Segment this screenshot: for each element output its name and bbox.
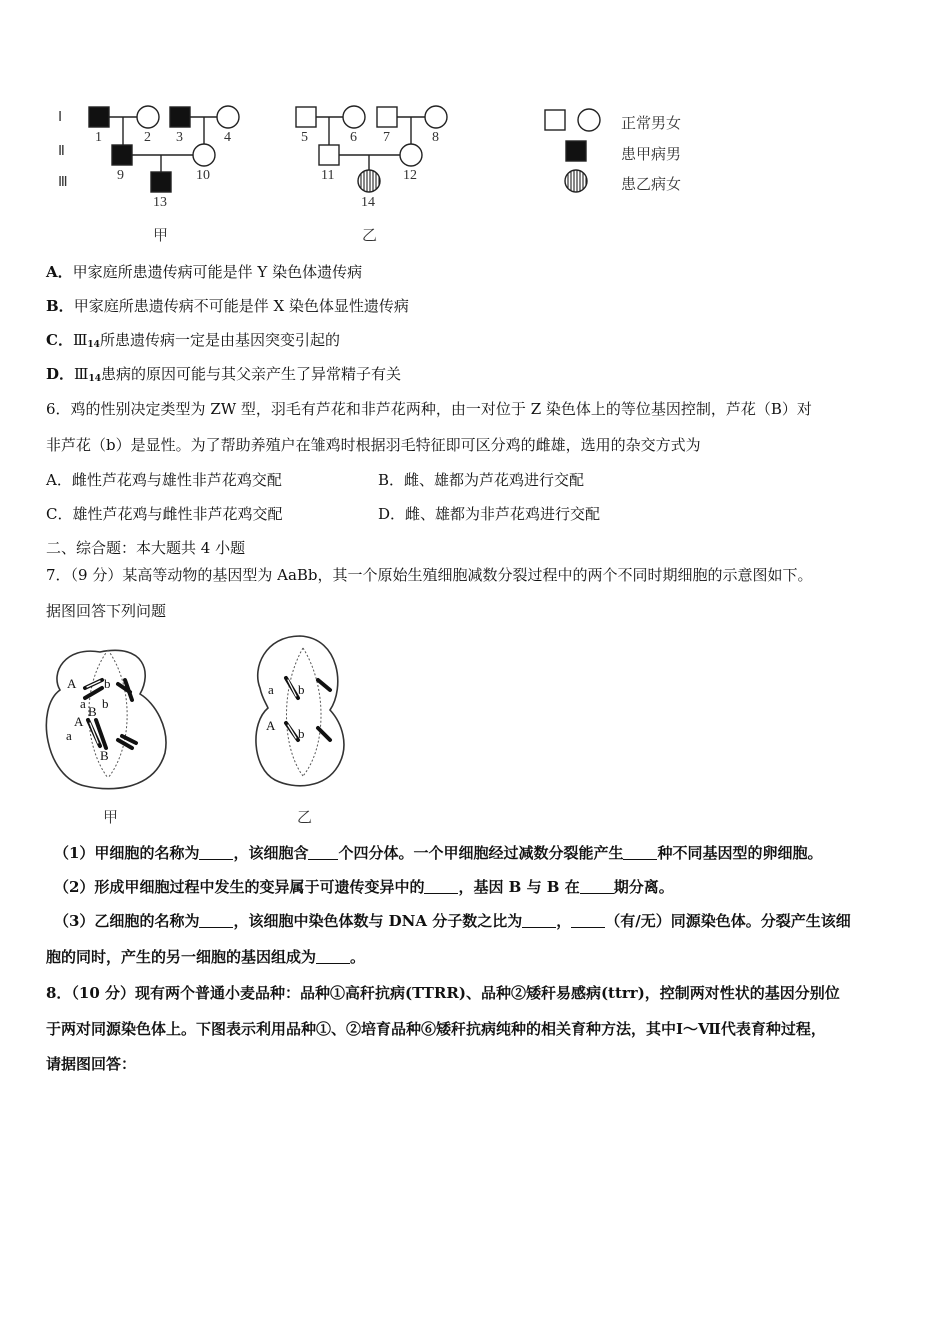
individual-number: 2 (144, 130, 151, 145)
gene-label: A (74, 714, 84, 729)
q6-stem-line1: 6．鸡的性别决定类型为 ZW 型，羽毛有芦花和非芦花两种，由一对位于 Z 染色体上的等位基因控制，芦花（B）对 (46, 400, 812, 418)
q7-sub3-line2: 胞的同时，产生的另一细胞的基因组成为 。 (46, 948, 366, 966)
individual-14 (358, 170, 380, 192)
q6-stem-line2: 非芦花（b）是显性。为了帮助养殖户在雏鸡时根据羽毛特征即可区分鸡的雌雄，选用的杂交方式为 (46, 436, 701, 454)
individual-5 (296, 107, 316, 127)
individual-8 (425, 106, 447, 128)
individual-number: 12 (403, 168, 417, 183)
gene-label: A (266, 718, 276, 733)
gene-label: A (67, 676, 77, 691)
legend-affected-female (565, 170, 587, 192)
q5-option-c: C．$Ⅲ_{14}$所患遗传病一定是由基因突变引起的 (46, 331, 340, 350)
generation-label-1: Ⅰ (58, 110, 63, 125)
cell-jia-membrane (46, 650, 166, 788)
individual-number: 14 (361, 195, 375, 210)
pedigree-figure (0, 90, 720, 220)
q7-stem-line2: 据图回答下列问题 (46, 602, 167, 620)
individual-12 (400, 144, 422, 166)
q6-option-d: D．雌、雄都为非芦花鸡进行交配 (378, 505, 601, 523)
individual-number: 4 (224, 130, 231, 145)
q7-sub1: （1）甲细胞的名称为 ，该细胞含 个四分体。一个甲细胞经过减数分裂能产生 种不同基因型的卵细胞。 (54, 844, 823, 862)
individual-number: 13 (153, 195, 167, 210)
q7-stem-line1: 7．（9 分）某高等动物的基因型为 AaBb，其一个原始生殖细胞减数分裂过程中的两个不同时期细胞的示意图如下。 (46, 566, 813, 584)
individual-number: 5 (301, 130, 308, 145)
answer-blank[interactable] (424, 879, 458, 894)
individual-11 (319, 145, 339, 165)
gene-label: B (88, 704, 97, 719)
gene-label: a (66, 728, 72, 743)
individual-number: 3 (176, 130, 183, 145)
individual-number: 7 (383, 130, 390, 145)
cell-label-jia: 甲 (103, 808, 119, 826)
individual-7 (377, 107, 397, 127)
individual-number: 6 (350, 130, 357, 145)
generation-label-3: Ⅲ (58, 175, 68, 190)
cell-diagrams (40, 628, 380, 828)
q7-sub2: （2）形成甲细胞过程中发生的变异属于可遗传变异中的 ，基因 B 与 B 在 期分离。 (54, 878, 674, 896)
q8-stem-line3: 请据图回答： (46, 1055, 137, 1073)
gene-label: B (100, 748, 109, 763)
q5-option-b: B．甲家庭所患遗传病不可能是伴 X 染色体显性遗传病 (46, 297, 409, 315)
q6-option-a: A．雌性芦花鸡与雄性非芦花鸡交配 (46, 471, 282, 489)
q8-stem-line2: 于两对同源染色体上。下图表示利用品种①、②培育品种⑥矮秆抗病纯种的相关育种方法，其中Ⅰ～Ⅶ代表育种过程， (46, 1020, 826, 1038)
individual-9 (112, 145, 132, 165)
answer-blank[interactable] (308, 845, 338, 860)
legend-normal-female (578, 109, 600, 131)
legend-normal-label: 正常男女 (621, 114, 682, 132)
cell-yi-membrane (256, 636, 344, 786)
answer-blank[interactable] (580, 879, 614, 894)
family-label-jia: 甲 (153, 226, 169, 244)
individual-1 (89, 107, 109, 127)
answer-blank[interactable] (199, 845, 233, 860)
q6-option-c: C．雄性芦花鸡与雌性非芦花鸡交配 (46, 505, 283, 523)
individual-4 (217, 106, 239, 128)
legend-normal-male (545, 110, 565, 130)
q8-stem-line1: 8．（10 分）现有两个普通小麦品种：品种①高秆抗病(TTRR)、品种②矮秆易感病(ttrr)，控制两对性状的基因分别位 (46, 984, 840, 1002)
legend-affected-male-label: 患甲病男 (621, 145, 682, 163)
individual-3 (170, 107, 190, 127)
q6-option-b: B．雌、雄都为芦花鸡进行交配 (378, 471, 585, 489)
individual-13 (151, 172, 171, 192)
q5-option-d: D．$Ⅲ_{14}$患病的原因可能与其父亲产生了异常精子有关 (46, 365, 402, 384)
generation-label-2: Ⅱ (58, 144, 65, 159)
section-heading: 二、综合题：本大题共 4 小题 (46, 539, 246, 557)
legend-affected-female-label: 患乙病女 (621, 175, 682, 193)
answer-blank[interactable] (522, 913, 556, 928)
gene-label: a (268, 682, 274, 697)
gene-label: b (102, 696, 109, 711)
gene-label: b (298, 682, 305, 697)
gene-label: b (104, 676, 111, 691)
gene-label: b (298, 726, 305, 741)
q5-option-a: A．甲家庭所患遗传病可能是伴 Y 染色体遗传病 (46, 263, 363, 281)
legend-affected-male (566, 141, 586, 161)
family-label-yi: 乙 (362, 226, 378, 244)
individual-number: 11 (321, 168, 335, 183)
individual-2 (137, 106, 159, 128)
individual-number: 8 (432, 130, 439, 145)
gene-label: a (80, 696, 86, 711)
individual-6 (343, 106, 365, 128)
individual-number: 1 (95, 130, 102, 145)
individual-number: 9 (117, 168, 124, 183)
individual-10 (193, 144, 215, 166)
answer-blank[interactable] (571, 913, 605, 928)
answer-blank[interactable] (316, 949, 350, 964)
answer-blank[interactable] (623, 845, 657, 860)
answer-blank[interactable] (199, 913, 233, 928)
q7-sub3-line1: （3）乙细胞的名称为 ，该细胞中染色体数与 DNA 分子数之比为 ， （有/无）同源染色体。分裂产生该细 (54, 912, 851, 930)
individual-number: 10 (196, 168, 210, 183)
cell-label-yi: 乙 (297, 808, 313, 826)
